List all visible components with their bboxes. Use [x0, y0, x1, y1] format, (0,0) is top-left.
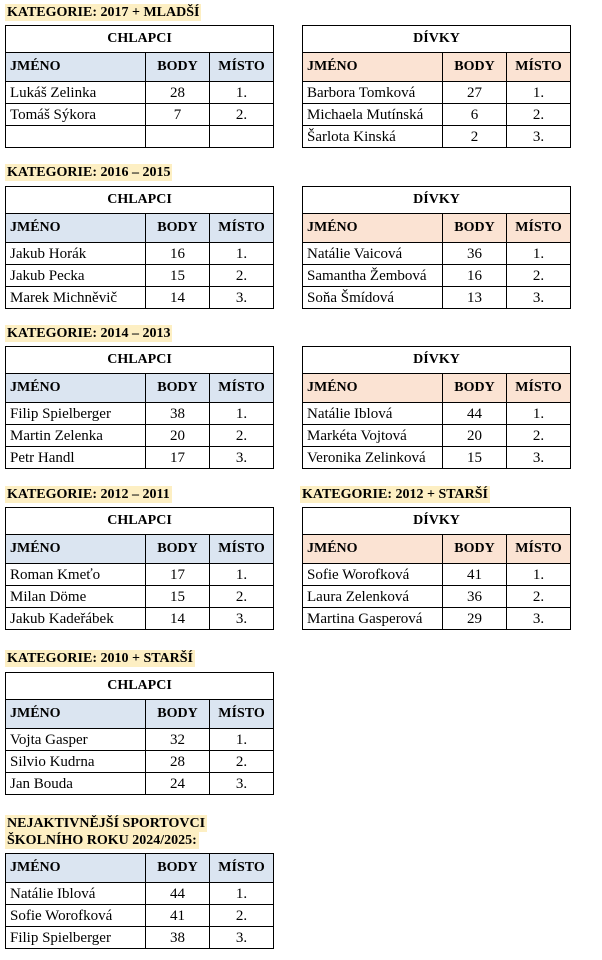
column-header-place: MÍSTO	[507, 53, 571, 82]
place-cell: 1.	[210, 883, 274, 905]
place-cell: 3.	[210, 608, 274, 630]
place-cell: 3.	[507, 287, 571, 309]
column-header-place: MÍSTO	[507, 214, 571, 243]
table-row	[6, 905, 274, 927]
table-row	[6, 564, 274, 586]
athlete-name: Filip Spielberger	[6, 927, 146, 949]
column-header-name: JMÉNO	[6, 53, 146, 82]
table-row	[303, 608, 571, 630]
summary-heading-line2: ŠKOLNÍHO ROKU 2024/2025:	[7, 833, 197, 848]
summary-heading-line1: NEJAKTIVNĚJŠÍ SPORTOVCI	[7, 816, 206, 831]
points-cell: 27	[443, 82, 507, 104]
table-title: DÍVKY	[303, 508, 571, 535]
athlete-name: Natálie Vaicová	[303, 243, 443, 265]
place-cell: 2.	[210, 104, 274, 126]
points-cell: 2	[443, 126, 507, 148]
table-row	[6, 586, 274, 608]
table-row	[6, 773, 274, 795]
girls-results-table	[302, 507, 571, 630]
table-row	[6, 447, 274, 469]
place-cell: 2.	[210, 751, 274, 773]
column-header-points: BODY	[443, 535, 507, 564]
table-row	[6, 243, 274, 265]
column-header-points: BODY	[146, 374, 210, 403]
table-title: DÍVKY	[303, 26, 571, 53]
column-header-points: BODY	[146, 53, 210, 82]
column-header-points: BODY	[443, 214, 507, 243]
place-cell: 2.	[507, 425, 571, 447]
table-row	[303, 586, 571, 608]
athlete-name: Silvio Kudrna	[6, 751, 146, 773]
points-cell: 20	[146, 425, 210, 447]
athlete-name: Milan Döme	[6, 586, 146, 608]
column-header-place: MÍSTO	[507, 535, 571, 564]
athlete-name: Filip Spielberger	[6, 403, 146, 425]
column-header-name: JMÉNO	[6, 854, 146, 883]
column-header-name: JMÉNO	[303, 214, 443, 243]
table-row	[303, 425, 571, 447]
table-row	[6, 403, 274, 425]
girls-results-table	[302, 346, 571, 469]
athlete-name: Michaela Mutínská	[303, 104, 443, 126]
place-cell: 1.	[507, 564, 571, 586]
place-cell: 3.	[507, 126, 571, 148]
points-cell: 28	[146, 751, 210, 773]
place-cell: 1.	[507, 82, 571, 104]
points-cell: 17	[146, 447, 210, 469]
column-header-place: MÍSTO	[210, 854, 274, 883]
athlete-name: Samantha Žembová	[303, 265, 443, 287]
column-header-place: MÍSTO	[507, 374, 571, 403]
athlete-name: Roman Kmeťo	[6, 564, 146, 586]
column-header-name: JMÉNO	[303, 53, 443, 82]
place-cell: 1.	[507, 243, 571, 265]
points-cell: 32	[146, 729, 210, 751]
place-cell: 1.	[210, 403, 274, 425]
table-row	[303, 447, 571, 469]
athlete-name: Natálie Iblová	[303, 403, 443, 425]
category-heading: KATEGORIE: 2017 + MLADŠÍ	[7, 5, 200, 20]
points-cell: 24	[146, 773, 210, 795]
place-cell: 2.	[210, 905, 274, 927]
column-header-name: JMÉNO	[303, 374, 443, 403]
boys-results-table	[5, 25, 274, 148]
table-row	[6, 126, 274, 148]
points-cell: 15	[443, 447, 507, 469]
place-cell: 3.	[210, 773, 274, 795]
column-header-name: JMÉNO	[6, 214, 146, 243]
table-row	[303, 403, 571, 425]
points-cell: 29	[443, 608, 507, 630]
table-title: CHLAPCI	[6, 508, 274, 535]
column-header-name: JMÉNO	[6, 374, 146, 403]
athlete-name: Soňa Šmídová	[303, 287, 443, 309]
column-header-place: MÍSTO	[210, 700, 274, 729]
table-row	[6, 751, 274, 773]
table-title: CHLAPCI	[6, 187, 274, 214]
column-header-name: JMÉNO	[303, 535, 443, 564]
table-row	[6, 104, 274, 126]
athlete-name: Martina Gasperová	[303, 608, 443, 630]
place-cell: 1.	[507, 403, 571, 425]
column-header-points: BODY	[146, 854, 210, 883]
athlete-name: Laura Zelenková	[303, 586, 443, 608]
category-heading: KATEGORIE: 2010 + STARŠÍ	[7, 651, 193, 666]
table-row	[303, 104, 571, 126]
place-cell: 3.	[210, 447, 274, 469]
points-cell: 38	[146, 927, 210, 949]
column-header-points: BODY	[146, 214, 210, 243]
table-row	[6, 729, 274, 751]
table-row	[303, 82, 571, 104]
boys-results-table	[5, 507, 274, 630]
points-cell: 38	[146, 403, 210, 425]
points-cell: 44	[146, 883, 210, 905]
points-cell: 13	[443, 287, 507, 309]
points-cell: 7	[146, 104, 210, 126]
athlete-name: Vojta Gasper	[6, 729, 146, 751]
place-cell	[210, 126, 274, 148]
athlete-name: Lukáš Zelinka	[6, 82, 146, 104]
boys-results-table	[5, 186, 274, 309]
place-cell: 2.	[210, 265, 274, 287]
place-cell: 1.	[210, 82, 274, 104]
girls-results-table	[302, 186, 571, 309]
place-cell: 2.	[507, 586, 571, 608]
points-cell: 15	[146, 265, 210, 287]
place-cell: 2.	[507, 265, 571, 287]
table-row	[303, 265, 571, 287]
athlete-name: Barbora Tomková	[303, 82, 443, 104]
column-header-place: MÍSTO	[210, 214, 274, 243]
place-cell: 2.	[210, 425, 274, 447]
table-title: DÍVKY	[303, 187, 571, 214]
athlete-name: Šarlota Kinská	[303, 126, 443, 148]
table-title: CHLAPCI	[6, 26, 274, 53]
table-row	[6, 287, 274, 309]
category-heading: KATEGORIE: 2012 + STARŠÍ	[302, 487, 488, 502]
athlete-name: Jan Bouda	[6, 773, 146, 795]
athlete-name: Veronika Zelinková	[303, 447, 443, 469]
place-cell: 3.	[210, 927, 274, 949]
points-cell: 44	[443, 403, 507, 425]
table-title: DÍVKY	[303, 347, 571, 374]
athlete-name: Jakub Kadeřábek	[6, 608, 146, 630]
boys-results-table	[5, 672, 274, 795]
column-header-place: MÍSTO	[210, 53, 274, 82]
points-cell: 16	[146, 243, 210, 265]
table-row	[6, 82, 274, 104]
table-row	[6, 265, 274, 287]
place-cell: 1.	[210, 729, 274, 751]
athlete-name: Petr Handl	[6, 447, 146, 469]
athlete-name: Natálie Iblová	[6, 883, 146, 905]
column-header-place: MÍSTO	[210, 535, 274, 564]
points-cell: 41	[443, 564, 507, 586]
column-header-place: MÍSTO	[210, 374, 274, 403]
place-cell: 2.	[507, 104, 571, 126]
athlete-name: Jakub Pecka	[6, 265, 146, 287]
category-heading: KATEGORIE: 2012 – 2011	[7, 487, 170, 502]
points-cell: 28	[146, 82, 210, 104]
points-cell: 15	[146, 586, 210, 608]
points-cell	[146, 126, 210, 148]
table-row	[6, 883, 274, 905]
boys-results-table	[5, 853, 274, 949]
place-cell: 3.	[210, 287, 274, 309]
athlete-name: Jakub Horák	[6, 243, 146, 265]
place-cell: 1.	[210, 243, 274, 265]
table-row	[6, 927, 274, 949]
points-cell: 41	[146, 905, 210, 927]
athlete-name: Martin Zelenka	[6, 425, 146, 447]
athlete-name: Sofie Worofková	[6, 905, 146, 927]
points-cell: 14	[146, 287, 210, 309]
place-cell: 3.	[507, 447, 571, 469]
points-cell: 36	[443, 586, 507, 608]
table-row	[6, 425, 274, 447]
points-cell: 16	[443, 265, 507, 287]
points-cell: 20	[443, 425, 507, 447]
athlete-name: Sofie Worofková	[303, 564, 443, 586]
table-title: CHLAPCI	[6, 347, 274, 374]
place-cell: 3.	[507, 608, 571, 630]
athlete-name: Tomáš Sýkora	[6, 104, 146, 126]
category-heading: KATEGORIE: 2016 – 2015	[7, 165, 171, 180]
points-cell: 14	[146, 608, 210, 630]
athlete-name: Marek Michněvič	[6, 287, 146, 309]
category-heading: KATEGORIE: 2014 – 2013	[7, 326, 171, 341]
table-row	[303, 564, 571, 586]
points-cell: 17	[146, 564, 210, 586]
points-cell: 36	[443, 243, 507, 265]
athlete-name: Markéta Vojtová	[303, 425, 443, 447]
place-cell: 1.	[210, 564, 274, 586]
table-row	[303, 126, 571, 148]
column-header-points: BODY	[443, 374, 507, 403]
girls-results-table	[302, 25, 571, 148]
table-row	[6, 608, 274, 630]
column-header-name: JMÉNO	[6, 535, 146, 564]
column-header-points: BODY	[146, 535, 210, 564]
column-header-points: BODY	[443, 53, 507, 82]
athlete-name	[6, 126, 146, 148]
column-header-name: JMÉNO	[6, 700, 146, 729]
table-row	[303, 243, 571, 265]
column-header-points: BODY	[146, 700, 210, 729]
points-cell: 6	[443, 104, 507, 126]
place-cell: 2.	[210, 586, 274, 608]
table-title: CHLAPCI	[6, 673, 274, 700]
table-row	[303, 287, 571, 309]
boys-results-table	[5, 346, 274, 469]
